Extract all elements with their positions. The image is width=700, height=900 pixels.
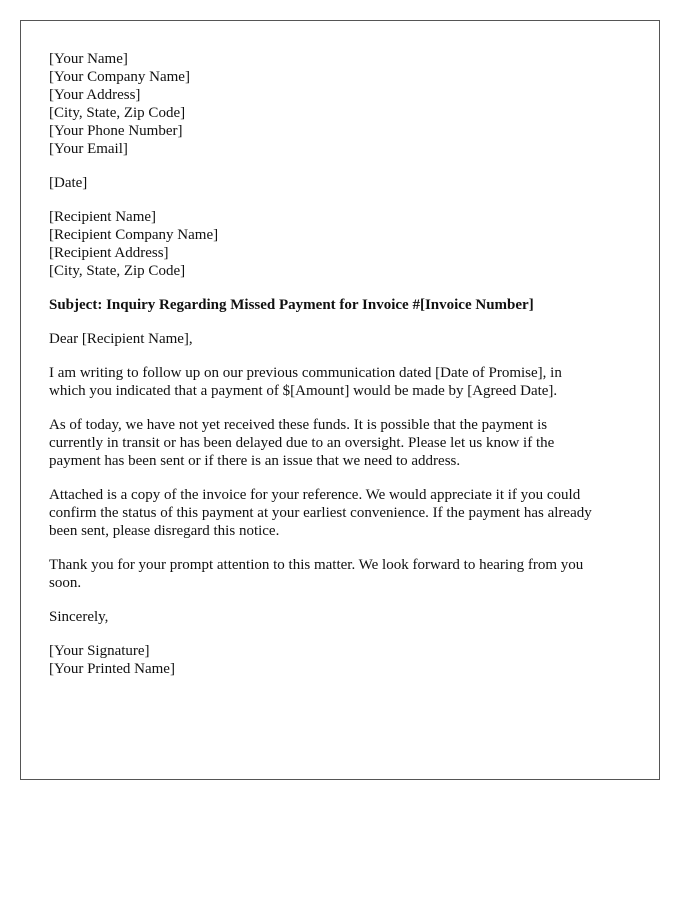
subject-block [49,296,639,314]
subject-line: Subject: Inquiry Regarding Missed Payment for Invoice #[Invoice Number] [49,297,534,313]
signature-block [49,642,639,678]
letter-date: [Date] [49,175,88,191]
printed-name: [Your Printed Name] [49,661,175,677]
sender-phone: [Your Phone Number] [49,123,183,139]
sender-name: [Your Name] [49,51,128,67]
signature-placeholder: [Your Signature] [49,643,150,659]
body-p2-line-3: payment has been sent or if there is an issue that we need to address. [49,453,461,469]
body-p4-line-2: soon. [49,575,82,591]
body-p1-line-1: I am writing to follow up on our previous communication dated [Date of Promise], in [49,365,562,381]
closing: Sincerely, [49,609,109,625]
body-p3-line-1: Attached is a copy of the invoice for your reference. We would appreciate it if you could [49,487,581,503]
body-p3-line-3: been sent, please disregard this notice. [49,523,280,539]
sender-block [49,50,639,158]
body-p4-line-1: Thank you for your prompt attention to this matter. We look forward to hearing from you [49,557,584,573]
body-p2-line-1: As of today, we have not yet received these funds. It is possible that the payment is [49,417,548,433]
sender-email: [Your Email] [49,141,128,157]
salutation-block [49,330,639,348]
recipient-address: [Recipient Address] [49,245,169,261]
recipient-name: [Recipient Name] [49,209,157,225]
body-p3-line-2: confirm the status of this payment at your earliest convenience. If the payment has already [49,505,592,521]
recipient-city-state-zip: [City, State, Zip Code] [49,263,186,279]
body-p1-line-2: which you indicated that a payment of $[Amount] would be made by [Agreed Date]. [49,383,558,399]
letter-content [49,50,639,678]
recipient-company: [Recipient Company Name] [49,227,219,243]
recipient-block [49,208,639,280]
body-p2-line-2: currently in transit or has been delayed due to an oversight. Please let us know if the [49,435,555,451]
body-paragraph-1 [49,364,639,400]
sender-address: [Your Address] [49,87,141,103]
body-paragraph-2 [49,416,639,470]
sender-company: [Your Company Name] [49,69,190,85]
salutation: Dear [Recipient Name], [49,331,193,347]
sender-city-state-zip: [City, State, Zip Code] [49,105,186,121]
body-paragraph-3 [49,486,639,540]
closing-block [49,608,639,626]
letter-page [20,20,660,780]
body-paragraph-4 [49,556,639,592]
date-block [49,174,639,192]
